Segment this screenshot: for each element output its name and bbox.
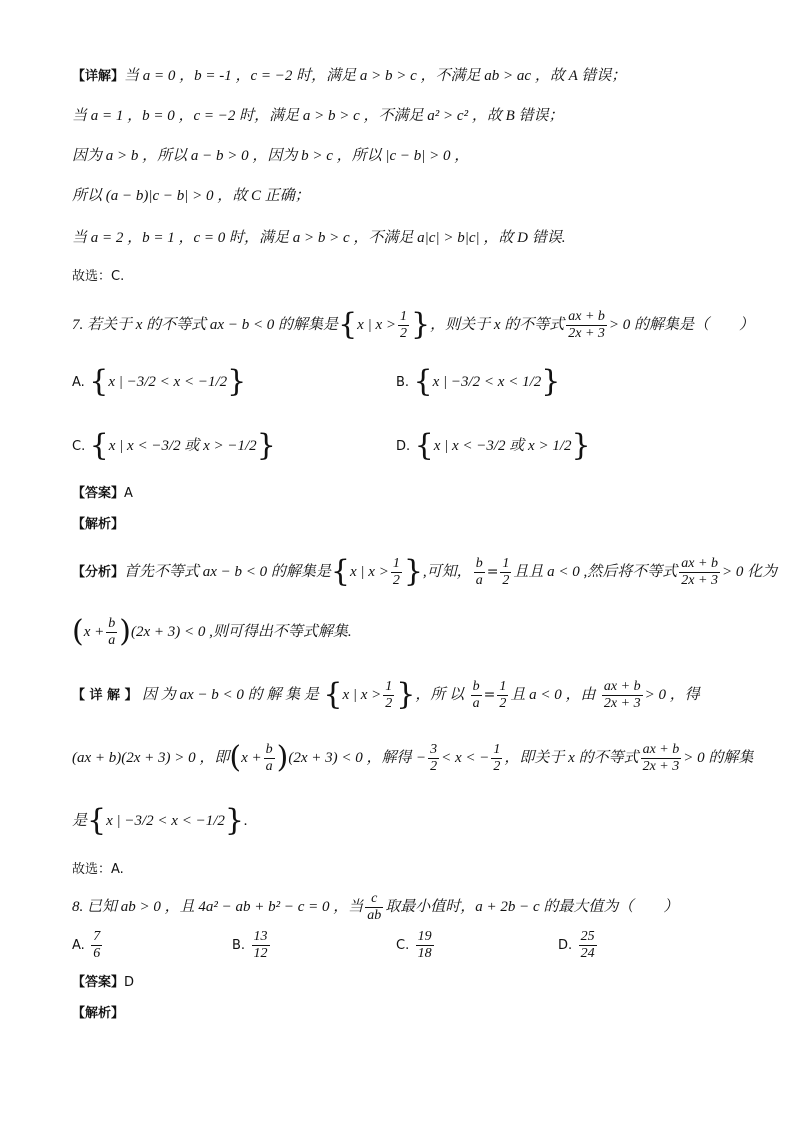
left-brace-icon: { (413, 364, 433, 399)
option-label: D. (558, 938, 573, 953)
frac-numerator: ax + b (681, 555, 718, 571)
frac-numerator: 1 (499, 678, 507, 694)
xj-h: > 0 的解集 (683, 750, 754, 766)
option-text: x | x < −3/2 或 x > −1/2 (108, 438, 257, 454)
q7-answer (72, 483, 133, 504)
q7-option-a (72, 362, 246, 403)
frac-numerator: 3 (430, 741, 438, 757)
frac-numerator: b (265, 741, 273, 757)
solution-set-text: x | −3/2 < x < −1/2 (106, 813, 225, 829)
main-frac (602, 679, 643, 712)
half-frac (497, 679, 508, 712)
q7-half-frac (398, 309, 409, 342)
q6-line1-text: 当 a = 0 ，b = -1 ，c = −2 时，满足 a > b > c ，不满足 ab > ac ，故 A 错误； (124, 68, 627, 84)
right-brace-icon: } (541, 364, 561, 399)
left-paren-icon: ( (72, 614, 84, 649)
q6-final-text: 故选：C. (72, 269, 125, 284)
frac-numerator: b (472, 678, 480, 694)
right-brace-icon: } (396, 677, 416, 712)
frac-numerator: 19 (417, 928, 432, 944)
frac-denominator: 12 (253, 945, 268, 961)
q8-analysis-heading (72, 1003, 124, 1024)
option-text: x | −3/2 < x < −1/2 (108, 374, 228, 390)
xiangjie-tag: 【 详 解 】 (72, 688, 138, 703)
q7-xiangjie-line-3: 是{x | −3/2 < x < −1/2}. (72, 803, 248, 838)
frac-numerator: b (475, 555, 483, 571)
right-paren-icon: ) (276, 740, 289, 775)
frac-numerator: 7 (93, 928, 101, 944)
answer-tag: 【答案】 (72, 486, 125, 501)
frac-denominator: 2 (392, 572, 400, 588)
option-label: C. (72, 439, 86, 454)
fenxi-c: 且且 a < 0 ,然后将不等式 (513, 564, 678, 580)
frac-denominator: 2 (385, 695, 393, 711)
right-brace-icon: } (227, 364, 247, 399)
q7-analysis-heading (72, 514, 124, 535)
answer-tag: 【答案】 (72, 975, 125, 990)
frac-denominator: 2x + 3 (603, 695, 641, 711)
left-brace-icon: { (89, 364, 109, 399)
q7-xiangjie-line-1: 【 详 解 】 因 为 ax − b < 0 的 解 集 是 {x | x > $\frac{1}{2}$ }，所 以 $\frac{b}{a}$ = $\frac{1}{2}$ 且 a < 0 ，由 $\frac{ax + b}{2x + 3}$ > 0 ，得 (72, 677, 700, 712)
frac-denominator: 6 (93, 945, 101, 961)
option-label: B. (232, 938, 246, 953)
b-over-a-frac (471, 679, 482, 712)
b-over-a-frac (264, 742, 275, 775)
frac-numerator: 1 (399, 308, 407, 324)
option-label: A. (72, 375, 85, 390)
left-brace-icon: { (338, 307, 358, 342)
half-frac (500, 556, 511, 589)
frac-numerator: 1 (502, 555, 510, 571)
frac-denominator: a (475, 572, 483, 588)
q7-fenxi-line-2: (x + $\frac{b}{a}$ )(2x + 3) < 0 ,则可得出不等式解集. (72, 614, 352, 649)
analysis-tag: 【解析】 (72, 517, 125, 532)
q7-option-d (396, 426, 591, 467)
fenxi-a: 首先不等式 ax − b < 0 的解集是 (124, 564, 331, 580)
q6-line2-text: 当 a = 1 ，b = 0 ，c = −2 时，满足 a > b > c ，不满足 a² > c² ，故 B 错误； (72, 108, 564, 124)
main-frac (679, 556, 720, 589)
q7-stem (72, 305, 754, 345)
set-cond: x | x > (342, 687, 382, 703)
three-halves-frac (428, 742, 439, 775)
frac-denominator: a (472, 695, 480, 711)
q7-option-c (72, 426, 276, 467)
option-frac (416, 929, 434, 962)
half-frac (383, 679, 394, 712)
fenxi-e: (2x + 3) < 0 ,则可得出不等式解集. (130, 624, 352, 640)
right-paren-icon: ) (119, 614, 131, 649)
q8-answer (72, 972, 134, 993)
q6-line5-text: 当 a = 2 ，b = 1 ，c = 0 时，满足 a > b > c ，不满足 a|c| > b|c| ，故 D 错误. (72, 230, 566, 246)
frac-numerator: 1 (392, 555, 400, 571)
q8-stem (72, 889, 678, 925)
c-over-ab-frac (365, 891, 383, 924)
frac-denominator: 2x + 3 (568, 325, 605, 341)
half-frac (491, 742, 502, 775)
q7-set-cond: x | x > (357, 317, 396, 333)
frac-numerator: 25 (580, 928, 595, 944)
q8-stem-a: 8. 已知 ab > 0 ，且 4a² − ab + b² − c = 0 ，当 (72, 899, 364, 915)
frac-numerator: ax + b (568, 308, 605, 324)
frac-denominator: 2 (493, 758, 501, 774)
half-frac (391, 556, 402, 589)
q7-fenxi-line-1: 【分析】首先不等式 ax − b < 0 的解集是{x | x > $\frac{1}{2}$ },可知， $\frac{b}{a}$ = $\frac{1}{2}$ 且且 a < 0 ,然后将不等式 $\frac{ax + b}{2x + 3}$ > 0 化为 (72, 554, 778, 589)
q7-stem-c: > 0 的解集是（ ） (608, 317, 755, 333)
set-cond: x | x > (350, 564, 389, 580)
q6-detail-line-4 (72, 186, 310, 206)
option-text: x | x < −3/2 或 x > 1/2 (433, 438, 572, 454)
frac-numerator: 1 (493, 741, 501, 757)
frac-numerator: ax + b (603, 678, 641, 694)
frac-denominator: 2 (502, 572, 510, 588)
xj-c: 且 a < 0 ，由 (510, 687, 596, 703)
b-over-a-frac (474, 556, 485, 589)
right-brace-icon: } (224, 803, 244, 838)
q6-detail-line-1 (72, 66, 626, 87)
q6-detail-line-5 (72, 228, 565, 248)
q7-stem-b: ，则关于 x 的不等式 (430, 317, 565, 333)
option-label: B. (396, 375, 410, 390)
xj-a: 因 为 ax − b < 0 的 解 集 是 (142, 687, 319, 703)
frac-numerator: c (365, 891, 383, 908)
fenxi-d: > 0 化为 (721, 564, 778, 580)
frac-denominator: 18 (417, 945, 432, 961)
q8-option-a (72, 925, 104, 966)
frac-denominator: 2x + 3 (681, 572, 718, 588)
xj-d: > 0 ，得 (644, 687, 700, 703)
left-paren-icon: ( (229, 740, 242, 775)
xj-f: (2x + 3) < 0 ，解得 (288, 750, 412, 766)
frac-denominator: 2x + 3 (642, 758, 680, 774)
frac-numerator: 1 (385, 678, 393, 694)
left-brace-icon: { (89, 428, 109, 463)
frac-denominator: 24 (580, 945, 595, 961)
q6-detail-line-3 (72, 146, 469, 166)
fenxi-tag: 【分析】 (72, 565, 125, 580)
xj-e: (ax + b)(2x + 3) > 0 ，即 (72, 750, 230, 766)
xj-g: ，即关于 x 的不等式 (504, 750, 639, 766)
q7-final-choice (72, 859, 124, 880)
b-over-a-frac (106, 616, 117, 649)
frac-denominator: 2 (399, 325, 407, 341)
option-frac (579, 929, 597, 962)
left-brace-icon: { (323, 677, 343, 712)
xj-i: 是 (72, 813, 88, 829)
option-label: A. (72, 938, 85, 953)
analysis-tag: 【解析】 (72, 1006, 125, 1021)
option-label: C. (396, 938, 410, 953)
q7-xiangjie-line-2: (ax + b)(2x + 3) > 0 ，即(x + $\frac{b}{a}$ )(2x + 3) < 0 ，解得 − $\frac{3}{2}$ < x < − $\frac{1}{2}$ ，即关于 x 的不等式 $\frac{ax + b}{2x + 3}$ > 0 的解集 (72, 740, 754, 775)
option-frac (252, 929, 270, 962)
left-brace-icon: { (414, 428, 434, 463)
option-frac (91, 929, 102, 962)
q8-stem-b: 取最小值时，a + 2b − c 的最大值为（ ） (385, 899, 679, 915)
q6-final-choice (72, 266, 124, 287)
q7-main-frac (566, 309, 607, 342)
q8-option-c (396, 925, 436, 966)
q7-option-b (396, 362, 560, 403)
q6-line4-text: 所以 (a − b)|c − b| > 0 ，故 C 正确； (72, 188, 310, 204)
q8-option-b (232, 925, 272, 966)
answer-value: D (124, 975, 135, 990)
xj-b: ，所 以 (415, 687, 465, 703)
frac-numerator: ax + b (642, 741, 680, 757)
q7-final-text: 故选：A. (72, 862, 124, 877)
right-brace-icon: } (256, 428, 276, 463)
right-brace-icon: } (403, 554, 423, 589)
q6-line3-text: 因为 a > b ，所以 a − b > 0 ，因为 b > c ，所以 |c − b| > 0 ， (72, 148, 470, 164)
fenxi-b: ,可知， (422, 564, 472, 580)
frac-denominator: a (265, 758, 273, 774)
answer-value: A (124, 486, 133, 501)
frac-denominator: 2 (430, 758, 438, 774)
right-brace-icon: } (410, 307, 431, 342)
frac-denominator: a (108, 632, 116, 648)
left-brace-icon: { (87, 803, 107, 838)
left-brace-icon: { (330, 554, 351, 589)
detail-tag: 【详解】 (72, 69, 125, 84)
frac-numerator: 13 (253, 928, 268, 944)
main-frac (641, 742, 682, 775)
option-text: x | −3/2 < x < 1/2 (432, 374, 542, 390)
frac-numerator: b (108, 615, 116, 631)
frac-denominator: 2 (499, 695, 507, 711)
frac-denominator: ab (367, 907, 382, 923)
option-label: D. (396, 439, 411, 454)
q6-detail-line-2 (72, 106, 564, 126)
q7-stem-a: 7. 若关于 x 的不等式 ax − b < 0 的解集是 (72, 317, 339, 333)
q8-option-d (558, 925, 599, 966)
right-brace-icon: } (571, 428, 591, 463)
